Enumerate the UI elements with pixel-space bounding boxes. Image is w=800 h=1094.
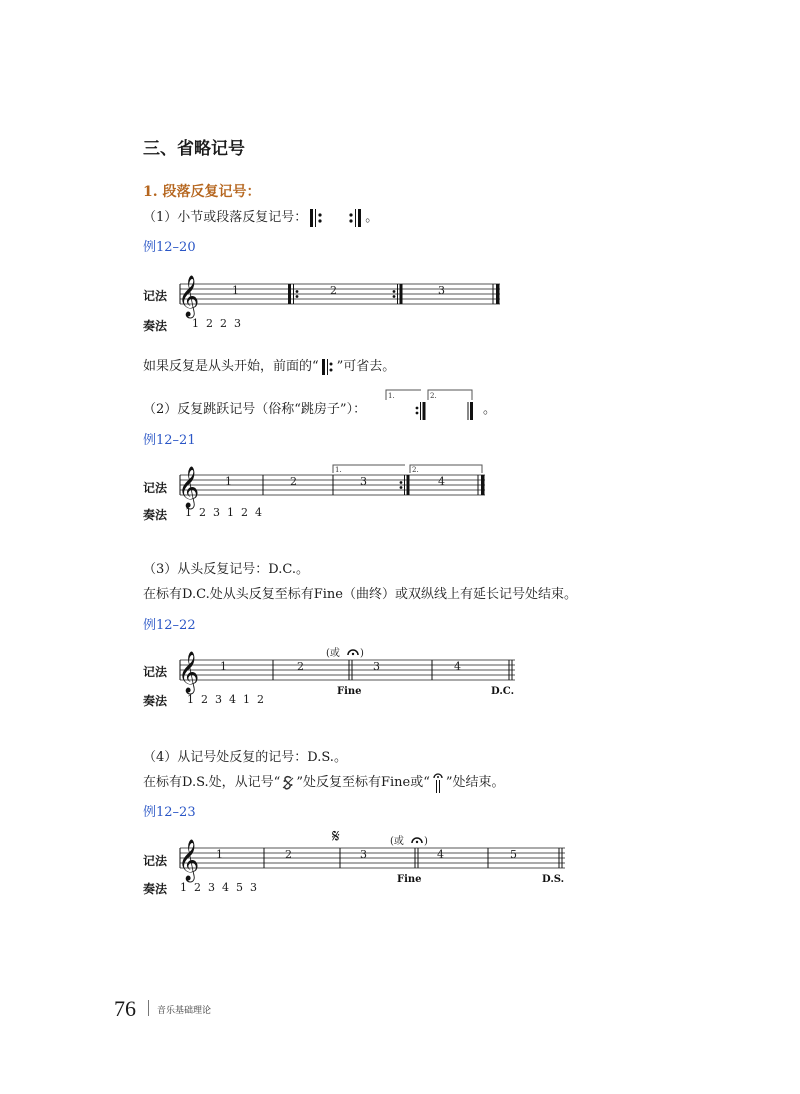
note-4-pre: 在标有D.S.处，从记号“ [143,775,281,790]
segno-icon: 𝄋 [332,826,340,847]
fermata-double-bar-icon [432,772,444,794]
volta-1-bracket [333,465,405,473]
note-4-line [143,771,505,794]
staff-lines [180,848,565,868]
volta-2-bracket [410,465,482,473]
alt-close: ) [360,648,364,659]
alt-text: (或 [390,836,404,847]
subsection-title: 1. 段落反复记号： [143,184,261,200]
row-label-performance: 奏法 [143,694,168,708]
measure-number: 2 [297,660,304,673]
treble-clef-icon: 𝄞 [178,276,200,317]
item-1-text: （1）小节或段落反复记号： [143,210,308,225]
item-1-line [143,206,378,228]
measure-number: 1 [216,848,223,861]
row-label-notation: 记法 [143,289,168,303]
performance-sequence: 1 2 3 4 5 3 [180,881,257,894]
row-label-notation: 记法 [143,665,168,679]
treble-clef-icon: 𝄞 [178,840,200,881]
alt-text: (或 [326,648,340,659]
performance-sequence: 1 2 2 3 [192,317,241,330]
measure-number: 4 [437,848,444,861]
row-label-notation: 记法 [143,854,168,868]
measure-number: 2 [290,475,297,488]
repeat-start-icon [321,358,335,376]
item-3-line: （3）从头反复记号：D.C.。 [143,562,309,577]
item-2-end: 。 [483,402,497,417]
note-4-post: ”处结束。 [445,775,505,790]
segno-icon [282,775,294,791]
volta-1-label: 1. [335,466,342,474]
note-3-line: 在标有D.C.处从头反复至标有Fine（曲终）或双纵线上有延长记号处结束。 [143,587,577,602]
performance-sequence: 1 2 3 1 2 4 [185,506,262,519]
volta-1-label: 1. [388,392,395,400]
fine-label: Fine [337,686,362,697]
note-4-mid: ”处反复至标有Fine或“ [296,775,430,790]
row-label-performance: 奏法 [143,882,168,896]
performance-sequence: 1 2 3 4 1 2 [187,693,264,706]
book-title: 音乐基础理论 [157,1006,212,1016]
example-label-12-21: 例12–21 [143,433,196,448]
measure-number: 1 [232,284,239,297]
treble-clef-icon: 𝄞 [178,652,200,693]
fine-label: Fine [397,874,422,885]
volta-2-label: 2. [412,466,419,474]
item-2-text: （2）反复跳跃记号（俗称“跳房子”）： [143,402,367,417]
example-label-12-22: 例12–22 [143,618,196,633]
note-1-post: ”可省去。 [336,359,396,374]
staff-example-12-22 [170,642,530,700]
fermata-icon [348,650,358,655]
staff-example-12-21 [170,461,500,506]
ds-label: D.S. [542,874,565,885]
section-title: 三、省略记号 [143,139,245,159]
volta-bracket-icon [383,388,483,422]
treble-clef-icon: 𝄞 [178,467,200,508]
staff-lines [180,284,500,304]
footer-divider [148,1000,149,1016]
repeat-start-icon [309,208,325,228]
measure-number: 1 [220,660,227,673]
measure-number: 3 [360,475,367,488]
item-1-end: 。 [365,210,379,225]
measure-number: 5 [510,848,517,861]
page-number: 76 [114,996,136,1021]
note-1-pre: 如果反复是从头开始，前面的“ [143,359,319,374]
measure-number: 2 [330,284,337,297]
staff-example-12-23 [170,826,580,888]
note-1-line [143,355,395,376]
item-4-line: （4）从记号处反复的记号：D.S.。 [143,750,347,765]
dc-label: D.C. [491,686,515,697]
row-label-performance: 奏法 [143,508,168,522]
staff-lines [180,660,515,680]
alt-close: ) [424,836,428,847]
volta-2-label: 2. [430,392,437,400]
example-label-12-23: 例12–23 [143,805,196,820]
fermata-icon [412,838,422,843]
row-label-notation: 记法 [143,481,168,495]
measure-number: 1 [225,475,232,488]
staff-example-12-20 [170,270,510,315]
repeat-end-icon [347,208,363,228]
measure-number: 2 [285,848,292,861]
example-label-12-20: 例12–20 [143,240,196,255]
item-2-line [143,398,366,417]
measure-number: 3 [360,848,367,861]
measure-number: 3 [438,284,445,297]
measure-number: 4 [454,660,461,673]
measure-number: 3 [373,660,380,673]
row-label-performance: 奏法 [143,319,168,333]
measure-number: 4 [438,475,445,488]
